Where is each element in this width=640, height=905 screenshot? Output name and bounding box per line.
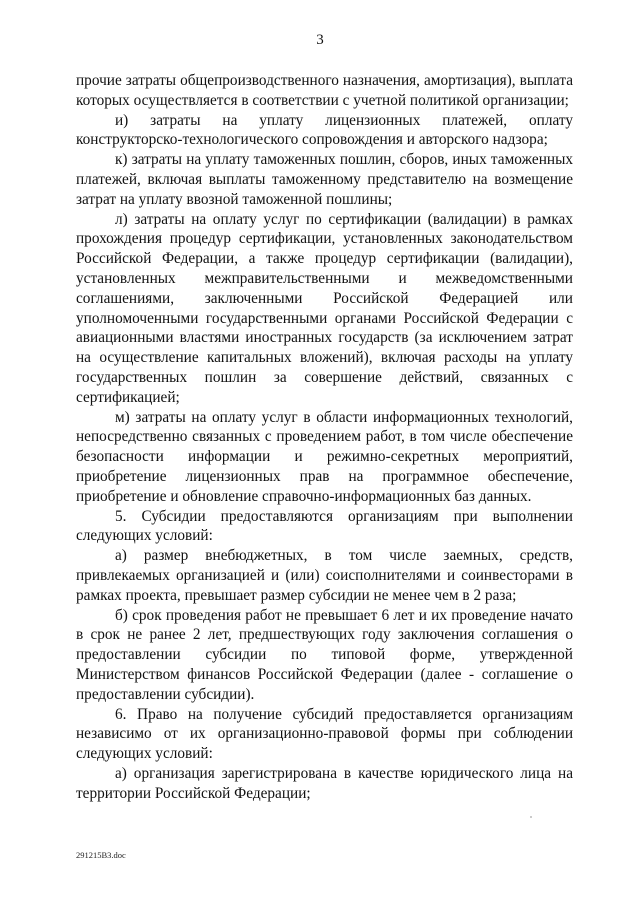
paragraph-clause-5: 5. Субсидии предоставляются организациям при выполнении следующих условий: bbox=[76, 507, 573, 545]
paragraph-clause-5-b: б) срок проведения работ не превышает 6 лет и их проведение начато в срок не ранее 2 лет, предшествующих году заключения соглашения о предоставлении субсидии по типовой форме, утвержденной Министерством финансов Российской Федерации (далее - соглашение о предоставлении субсидии). bbox=[76, 606, 573, 703]
document-body bbox=[76, 71, 573, 803]
paragraph-continuation: прочие затраты общепроизводственного назначения, амортизация), выплата которых осуществляется в соответствии с учетной политикой организации; bbox=[76, 72, 573, 109]
footer-file-code: 291215B3.doc bbox=[76, 850, 126, 860]
scan-artifact bbox=[530, 816, 532, 818]
paragraph-clause-5-a: а) размер внебюджетных, в том числе заемных, средств, привлекаемых организацией и (или) соисполнителями и соинвесторами в рамках проекта, превышает размер субсидии не менее чем в 2 раза; bbox=[76, 547, 573, 604]
paragraph-clause-6-a: а) организация зарегистрирована в качестве юридического лица на территории Российской Федерации; bbox=[76, 764, 573, 802]
paragraph-item-l: л) затраты на оплату услуг по сертификации (валидации) в рамках прохождения процедур сертификации, установленных законодательством Российской Федерации, а также процедур сертификации (валидации), установленных межправительственными и межведомственными соглашениями, заключенными Российской Федерацией или уполномоченными государственными органами Российской Федерации с авиационными властями иностранных государств (за исключением затрат на осуществление капитальных вложений), включая расходы на уплату государственных пошлин за совершение действий, связанных с сертификацией; bbox=[76, 210, 573, 406]
paragraph-item-k: к) затраты на уплату таможенных пошлин, сборов, иных таможенных платежей, включая выплаты таможенному представителю на возмещение затрат на уплату ввозной таможенной пошлины; bbox=[76, 151, 573, 208]
paragraph-item-i: и) затраты на уплату лицензионных платежей, оплату конструкторско-технологического сопровождения и авторского надзора; bbox=[76, 111, 573, 149]
paragraph-clause-6: 6. Право на получение субсидий предоставляется организациям независимо от их организационно-правовой формы при соблюдении следующих условий: bbox=[76, 705, 573, 763]
page-number: 3 bbox=[316, 32, 324, 48]
paragraph-item-m: м) затраты на оплату услуг в области информационных технологий, непосредственно связанных с проведением работ, в том числе обеспечение безопасности информации и режимно-секретных мероприятий, приобретение лицензионных прав на программное обеспечение, приобретение и обновление справочно-информационных баз данных. bbox=[76, 408, 573, 505]
